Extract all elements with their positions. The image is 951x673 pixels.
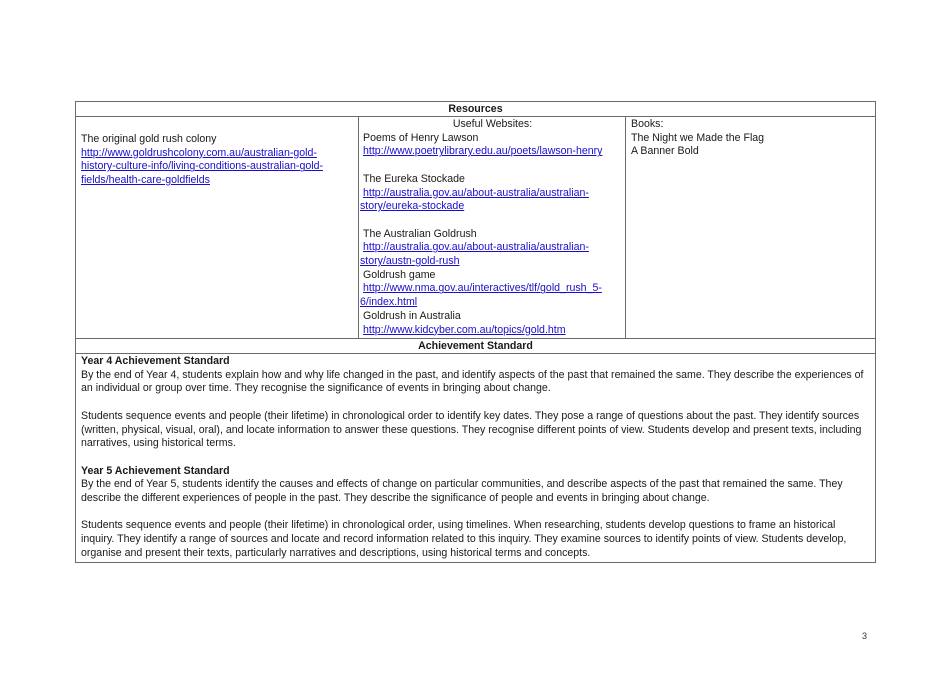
website-title: Goldrush game	[363, 268, 436, 281]
website-title: Poems of Henry Lawson	[363, 131, 479, 144]
achievement-body	[76, 354, 875, 562]
australian-goldrush-link[interactable]	[360, 241, 625, 268]
book-item: The Night we Made the Flag	[631, 131, 765, 144]
goldrush-australia-link[interactable]	[360, 324, 625, 338]
link-line: http://www.nma.gov.au/interactives/tlf/gold_rush_5-	[363, 282, 602, 295]
link-line: http://www.poetrylibrary.edu.au/poets/lawson-henry	[363, 145, 603, 158]
link-line: http://australia.gov.au/about-australia/australian-	[363, 186, 589, 199]
eureka-stockade-link[interactable]	[360, 187, 625, 214]
year4-title: Year 4 Achievement Standard	[81, 355, 230, 367]
resources-header: Resources	[76, 102, 875, 117]
year4-paragraph-2: Students sequence events and people (their lifetime) in chronological order to identify key dates. They pose a range of questions about the past. They identify sources (written, physical, visual, oral), and locate information to answer these questions. They recognise different points of view. Students develop and present texts, including narratives, using historical terms.	[81, 409, 862, 450]
link-line: history-culture-info/living-conditions-australian-gold-	[81, 160, 323, 173]
colony-link[interactable]	[81, 147, 358, 188]
page-number: 3	[862, 631, 868, 641]
gold-rush-colony-cell	[76, 117, 359, 338]
link-line: story/austn-gold-rush	[360, 255, 460, 267]
achievement-header: Achievement Standard	[76, 339, 875, 354]
books-heading: Books:	[631, 118, 664, 130]
year4-paragraph-1: By the end of Year 4, students explain how and why life changed in the past, and identify aspects of the past that remained the same. They describe the experiences of an individual or group over time. They recognise the significance of events in bringing about change.	[81, 368, 864, 395]
henry-lawson-link[interactable]	[360, 145, 625, 159]
link-line: http://australia.gov.au/about-australia/australian-	[363, 241, 589, 254]
year5-paragraph-1: By the end of Year 5, students identify the causes and effects of change on particular communities, and describe aspects of the past that remained the same. They describe the different experiences of people in the past. They describe the significance of people and events in bringing about change.	[81, 478, 843, 504]
resources-table	[75, 101, 876, 563]
website-title: Goldrush in Australia	[363, 309, 461, 322]
year5-paragraph-2: Students sequence events and people (their lifetime) in chronological order, using timelines. When researching, students develop questions to frame an historical inquiry. They identify a range of sources and locate and record information related to this inquiry. They examine sources to identify points of view. Students develop, organise and present their texts, particularly narratives and descriptions, using historical terms and concepts.	[81, 519, 847, 559]
website-title: The Australian Goldrush	[363, 227, 477, 240]
year5-title: Year 5 Achievement Standard	[81, 464, 230, 477]
colony-title: The original gold rush colony	[81, 133, 217, 145]
website-title: The Eureka Stockade	[363, 172, 465, 185]
websites-heading: Useful Websites:	[452, 118, 533, 130]
link-line: http://www.goldrushcolony.com.au/australian-gold-	[81, 146, 317, 159]
link-line: fields/health-care-goldfields	[81, 174, 210, 187]
resources-row	[76, 117, 875, 339]
link-line: story/eureka-stockade	[360, 200, 465, 213]
link-line: 6/index.html	[360, 296, 418, 309]
useful-websites-cell	[359, 117, 626, 338]
link-line: http://www.kidcyber.com.au/topics/gold.htm	[363, 323, 566, 336]
books-cell	[626, 117, 875, 338]
book-item: A Banner Bold	[631, 145, 699, 158]
goldrush-game-link[interactable]	[360, 282, 625, 309]
